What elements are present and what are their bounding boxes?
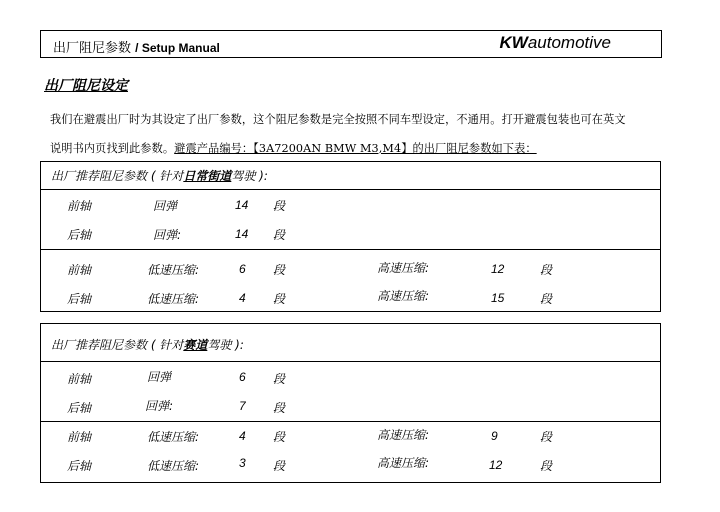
track-heading-post: 驾驶 ): (207, 338, 244, 352)
brand-automotive: automotive (527, 33, 611, 52)
rebound-label: 回弹: (153, 228, 182, 242)
unit-label: 段 (273, 401, 286, 415)
street-heading-post: 驾驶 ): (231, 169, 268, 183)
intro-line-1: 我们在避震出厂时为其设定了出厂参数，这个阻尼参数是完全按照不同车型设定，不通用。打开避震包装也可在英文 (50, 113, 626, 126)
unit-label: 段 (273, 430, 286, 444)
page-header (40, 30, 662, 58)
brand-logo (500, 33, 612, 53)
header-title (53, 37, 220, 56)
high-speed-compression-value: 15 (491, 291, 505, 305)
track-setup-table (40, 323, 661, 483)
rebound-value: 14 (235, 198, 249, 212)
front-axle-label: 前轴 (67, 372, 92, 386)
unit-label: 段 (273, 263, 286, 277)
rear-axle-label: 后轴 (67, 292, 92, 306)
unit-label: 段 (540, 459, 553, 473)
rebound-label: 回弹 (147, 370, 172, 384)
track-heading-pre: 出厂推荐阻尼参数 ( 针对 (51, 338, 184, 352)
low-speed-compression-label: 低速压缩: (147, 459, 200, 473)
rear-axle-label: 后轴 (67, 228, 92, 242)
street-heading-road: 日常街道 (183, 169, 232, 183)
high-speed-compression-value: 9 (491, 429, 498, 443)
front-axle-label: 前轴 (67, 263, 92, 277)
intro-line-2 (50, 140, 537, 156)
low-speed-compression-label: 低速压缩: (147, 430, 200, 444)
divider (41, 421, 660, 422)
rear-axle-label: 后轴 (67, 459, 92, 473)
front-axle-label: 前轴 (67, 199, 92, 213)
rebound-value: 7 (239, 399, 246, 413)
header-title-en: / Setup Manual (135, 41, 220, 55)
brand-kw: KW (499, 33, 528, 52)
high-speed-compression-label: 高速压缩: (377, 428, 430, 442)
rebound-label: 回弹: (145, 399, 174, 413)
high-speed-compression-value: 12 (489, 458, 503, 472)
unit-label: 段 (273, 199, 286, 213)
unit-label: 段 (540, 430, 553, 444)
unit-label: 段 (540, 263, 553, 277)
track-heading-road: 赛道 (183, 338, 208, 352)
low-speed-compression-value: 4 (239, 429, 246, 443)
high-speed-compression-label: 高速压缩: (377, 261, 430, 275)
divider (41, 249, 660, 250)
divider (41, 361, 660, 362)
unit-label: 段 (273, 292, 286, 306)
low-speed-compression-value: 4 (239, 291, 246, 305)
section-title: 出厂阻尼设定 (44, 78, 128, 94)
rebound-label: 回弹 (153, 199, 178, 213)
track-table-heading (51, 336, 244, 353)
unit-label: 段 (273, 372, 286, 386)
street-heading-pre: 出厂推荐阻尼参数 ( 针对 (51, 169, 184, 183)
low-speed-compression-value: 3 (239, 456, 246, 470)
rebound-value: 14 (235, 227, 249, 241)
high-speed-compression-label: 高速压缩: (377, 456, 430, 470)
street-setup-table (40, 161, 661, 312)
high-speed-compression-label: 高速压缩: (377, 289, 430, 303)
product-model-text: 避震产品编号：【3A7200AN BMW M3,M4】的出厂阻尼参数如下表： (174, 142, 537, 155)
low-speed-compression-label: 低速压缩: (147, 263, 200, 277)
front-axle-label: 前轴 (67, 430, 92, 444)
street-table-heading (51, 167, 268, 184)
low-speed-compression-label: 低速压缩: (147, 292, 200, 306)
high-speed-compression-value: 12 (491, 262, 505, 276)
intro-line-2-a: 说明书内页找到此参数。 (50, 142, 175, 155)
header-title-cn: 出厂阻尼参数 (53, 41, 132, 56)
unit-label: 段 (540, 292, 553, 306)
low-speed-compression-value: 6 (239, 262, 246, 276)
unit-label: 段 (273, 228, 286, 242)
rear-axle-label: 后轴 (67, 401, 92, 415)
rebound-value: 6 (239, 370, 246, 384)
divider (41, 189, 660, 190)
unit-label: 段 (273, 459, 286, 473)
